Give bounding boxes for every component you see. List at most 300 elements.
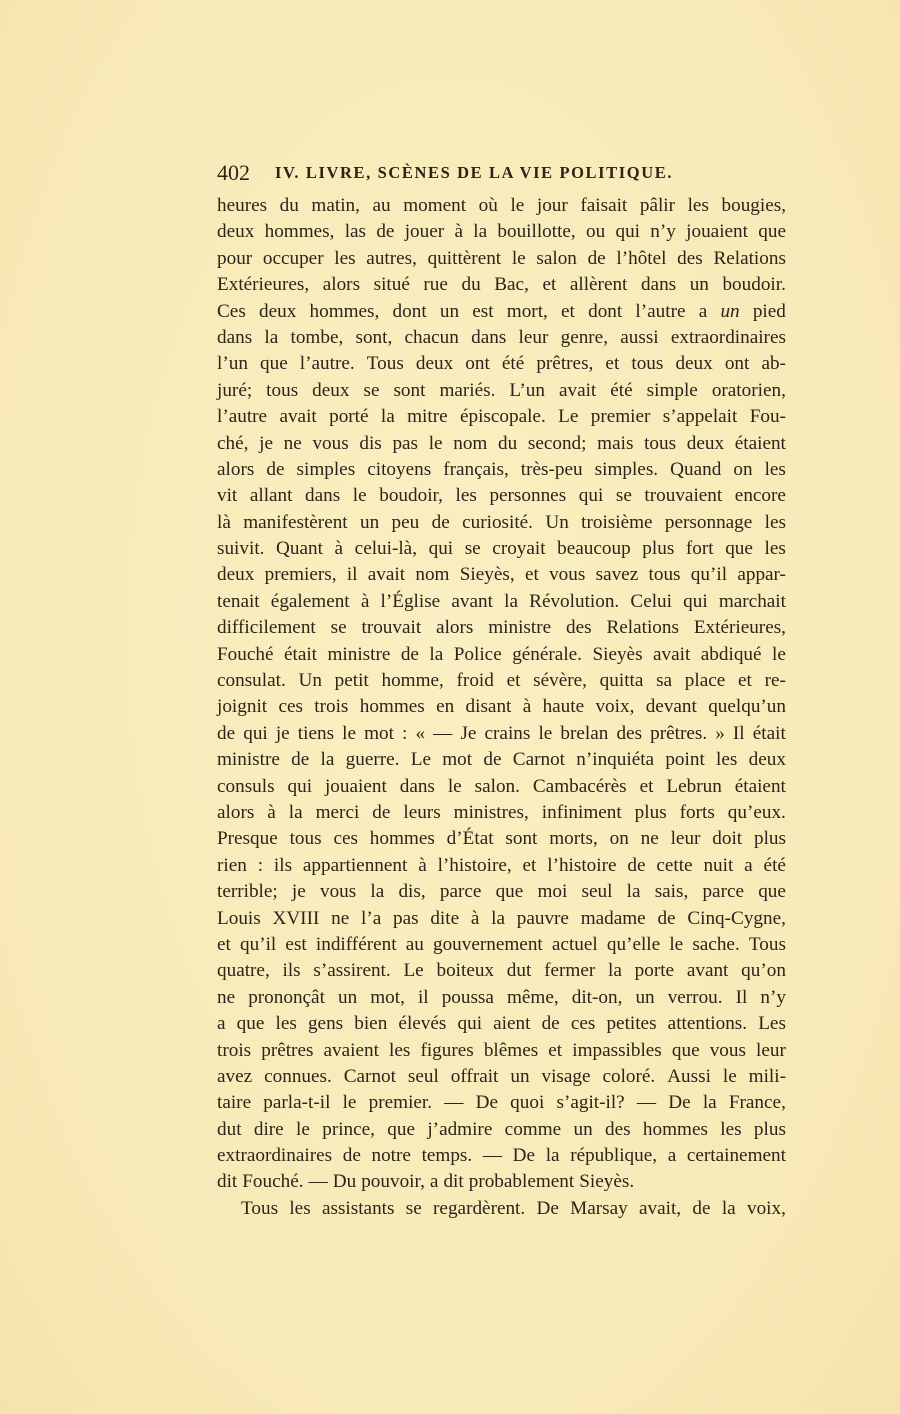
word: croyait [492, 538, 546, 560]
word: mariés. [439, 379, 496, 401]
word: les [687, 195, 709, 216]
word: plus [634, 801, 667, 823]
word: moment [403, 195, 467, 216]
word: très-peu [520, 458, 583, 480]
word: salon [536, 247, 577, 269]
word: il [346, 564, 358, 586]
word: pauvre [516, 907, 569, 929]
word: re- [764, 670, 786, 692]
word: a [698, 300, 708, 322]
word: doit [712, 828, 743, 850]
word: Fou- [749, 406, 786, 428]
word: qu’elle [606, 933, 661, 955]
word: tombe, [290, 326, 344, 348]
word: impassibles [572, 1039, 662, 1061]
word: dans [305, 485, 341, 507]
word: de [657, 907, 676, 929]
word: Un [298, 670, 322, 692]
word: le [342, 722, 356, 744]
word: Je [460, 722, 477, 744]
word: matin, [311, 195, 360, 216]
word: seul [581, 881, 613, 903]
word: sont [505, 828, 538, 850]
word: un [439, 300, 460, 322]
word: prêtres, [536, 353, 594, 375]
word: ces [570, 1013, 596, 1035]
word: même, [506, 986, 559, 1008]
word: générale. [512, 643, 582, 665]
word: pas [392, 907, 419, 929]
word: avant [686, 960, 729, 982]
word: mili- [748, 1065, 786, 1087]
word: dans [640, 274, 677, 296]
text-line [217, 536, 786, 562]
word: disant [465, 696, 512, 718]
word: avait, [639, 1197, 682, 1219]
word: France, [728, 1092, 786, 1114]
text-line [217, 510, 786, 536]
word: porté [329, 406, 369, 428]
word: le [722, 1065, 737, 1087]
word: pas [392, 432, 419, 454]
word: petit [334, 670, 369, 692]
word: pâlir [639, 195, 676, 216]
word: prêtres [261, 1039, 314, 1061]
word: la [504, 590, 518, 612]
word: un [510, 1065, 530, 1087]
text-line [217, 1196, 786, 1222]
word: deux [415, 353, 454, 375]
word: plus [753, 828, 786, 850]
word: temps. [421, 1145, 473, 1167]
word: extraordinaires [217, 1145, 333, 1167]
word: Quand [670, 458, 722, 480]
word: les [289, 1197, 311, 1219]
word: n’inquiéta [576, 749, 655, 771]
word: Bac, [494, 274, 529, 296]
word: Cinq-Cygne, [687, 907, 786, 929]
word: Les [758, 1013, 786, 1035]
word: à [470, 907, 480, 929]
text-line [217, 1064, 786, 1090]
word: le [342, 1092, 357, 1114]
word: l’autre [635, 300, 686, 322]
word: alors [322, 274, 361, 296]
word: — [444, 1092, 464, 1114]
word: le [772, 643, 786, 665]
word: des [605, 1118, 631, 1140]
word: de [400, 643, 419, 665]
word: dit-on, [571, 986, 623, 1008]
word: Il [735, 986, 748, 1008]
word: ne [217, 986, 236, 1008]
word: avaient [323, 1039, 379, 1061]
word: l’histoire, [437, 854, 512, 876]
text-line [217, 351, 786, 377]
word: un [573, 1118, 593, 1140]
word: bouillotte, [497, 221, 576, 243]
word: jour [536, 195, 568, 216]
word: Lebrun [666, 775, 722, 797]
word: un [337, 986, 358, 1008]
word: de [342, 1145, 361, 1167]
word: de [541, 1013, 560, 1035]
word: Ces [217, 300, 246, 322]
word: que [758, 221, 786, 243]
word: il [417, 986, 429, 1008]
word: mitre [407, 406, 448, 428]
word: j’admire [427, 1118, 493, 1140]
word: Carnot [343, 1065, 396, 1087]
text-line [217, 721, 786, 747]
word: je [291, 881, 306, 903]
word: sais, [654, 881, 689, 903]
word: qui [287, 775, 313, 797]
word: Un [545, 511, 569, 533]
word: Fouché [217, 643, 274, 665]
word: que [495, 881, 524, 903]
word: la [721, 1197, 736, 1219]
body-text [217, 193, 786, 1222]
word: qui [578, 485, 604, 507]
word: fort [685, 538, 714, 560]
word: gouvernement [432, 933, 543, 955]
word: de [291, 749, 310, 771]
word: hommes [359, 696, 425, 718]
text-line [217, 906, 786, 932]
word: vit [217, 485, 238, 507]
word: la [491, 907, 505, 929]
word: De [475, 1092, 498, 1114]
word: bien [354, 1013, 388, 1035]
word: premier. [368, 1092, 433, 1114]
word: suivit. [217, 538, 265, 560]
word: pied [752, 300, 786, 322]
word: » [715, 722, 725, 744]
word: à [418, 854, 427, 876]
word: et [506, 670, 521, 692]
word: que [387, 1118, 416, 1140]
word: pour [217, 247, 253, 269]
word: sévère, [533, 670, 587, 692]
word: ministre [217, 749, 280, 771]
word: « [415, 722, 426, 744]
word: plus [642, 538, 675, 560]
word: genre, [560, 326, 609, 348]
word: petites [606, 1013, 657, 1035]
word: — [482, 1145, 503, 1167]
word: la [264, 326, 279, 348]
word: ne [331, 907, 350, 929]
word: le [447, 775, 462, 797]
word: les [455, 485, 477, 507]
word: leur [518, 326, 549, 348]
word: Tous [748, 933, 786, 955]
word: le [538, 722, 553, 744]
word: aussi [620, 326, 659, 348]
word: simples. [594, 458, 659, 480]
text-line [217, 694, 786, 720]
word: hommes, [309, 300, 380, 322]
word: dans [217, 326, 253, 348]
word: hommes [369, 828, 435, 850]
word: quitta [599, 670, 644, 692]
word: a [744, 854, 753, 876]
word: juré; [217, 379, 253, 401]
word: De [512, 1145, 536, 1167]
text-line [217, 853, 786, 879]
word: rue [423, 274, 448, 296]
word: Il [732, 722, 745, 744]
word: plus [753, 1118, 786, 1140]
word: ne [283, 432, 302, 454]
word: quittèrent [427, 247, 502, 269]
word: se [464, 538, 481, 560]
word: dont [588, 300, 623, 322]
text-line [217, 193, 786, 219]
word: d’État [446, 828, 494, 850]
word: hommes, [264, 221, 335, 243]
word: l’hôtel [616, 247, 667, 269]
word: et [548, 1039, 563, 1061]
word: pouvoir, [361, 1171, 425, 1193]
word: à [334, 538, 344, 560]
word: devant [645, 696, 697, 718]
word: : [402, 722, 408, 744]
word: sont [393, 379, 426, 401]
word: deux [217, 221, 255, 243]
word: en [436, 696, 455, 718]
word: n’y [650, 221, 676, 243]
word: avait [558, 379, 597, 401]
word: des [566, 617, 592, 639]
word: sache. [692, 933, 740, 955]
word: mot [364, 722, 394, 744]
word: alors [217, 458, 255, 480]
word: Police [453, 643, 502, 665]
word: qu’il [240, 933, 277, 955]
word: deux [258, 300, 297, 322]
word: étaient [734, 775, 786, 797]
word: s’agit-il? [556, 1092, 625, 1114]
word: crains [484, 722, 531, 744]
italic-word: un [720, 300, 740, 322]
word: dut [217, 1118, 242, 1140]
word: ont [724, 353, 750, 375]
word: de [217, 722, 236, 744]
text-line [217, 272, 786, 298]
word: la [288, 801, 303, 823]
word: ne [640, 828, 659, 850]
word: du [279, 195, 299, 216]
word: est [285, 933, 307, 955]
word: offrait [450, 1065, 499, 1087]
word: Sieyès [592, 643, 643, 665]
text-line [217, 774, 786, 800]
word: la [473, 221, 488, 243]
word: — [636, 1092, 657, 1114]
word: je [259, 432, 273, 454]
word: on [733, 458, 753, 480]
word: Le [410, 749, 431, 771]
word: à [522, 696, 532, 718]
word: assistants [321, 1197, 395, 1219]
word: le [510, 195, 525, 216]
word: de [431, 511, 450, 533]
word: l’un [217, 353, 248, 375]
word: qui [243, 722, 268, 744]
word: alors [217, 801, 255, 823]
word: du [498, 432, 518, 454]
page-number: 402 [217, 160, 250, 185]
text-line [217, 246, 786, 272]
word: place [684, 670, 726, 692]
word: encore [734, 485, 786, 507]
word: est [472, 300, 494, 322]
word: ministres, [453, 801, 529, 823]
word: était [752, 722, 786, 744]
word: la [545, 1145, 560, 1167]
text-line [217, 299, 786, 325]
word: les [764, 458, 786, 480]
word: ministre [327, 643, 391, 665]
word: comme [504, 1118, 562, 1140]
text-line [217, 668, 786, 694]
word: consuls [217, 775, 275, 797]
text-line [217, 219, 786, 245]
word: les [334, 247, 356, 269]
word: le [511, 247, 526, 269]
word: dans [471, 326, 507, 348]
word: froid [456, 670, 494, 692]
word: l’a [360, 907, 382, 929]
word: ché, [217, 432, 249, 454]
word: quelqu’un [708, 696, 786, 718]
word: Le [403, 960, 424, 982]
word: que [260, 353, 288, 375]
word: personnage [664, 511, 753, 533]
word: quatre, [217, 960, 270, 982]
word: appar- [737, 564, 786, 586]
word: premiers, [264, 564, 337, 586]
word: voix, [595, 696, 635, 718]
word: probablement [468, 1171, 575, 1193]
word: l’Église [380, 590, 441, 612]
word: a [217, 1013, 226, 1035]
word: la [702, 1092, 717, 1114]
word: a [667, 1145, 677, 1167]
word: deux [686, 432, 725, 454]
word: Marsay [570, 1197, 628, 1219]
word: tous [644, 432, 677, 454]
word: — [308, 1171, 328, 1193]
word: fermer [544, 960, 596, 982]
word: salon. [474, 775, 520, 797]
word: forts [679, 801, 715, 823]
text-line [217, 562, 786, 588]
word: l’autre [217, 406, 268, 428]
text-line [217, 378, 786, 404]
word: taire [217, 1092, 252, 1114]
word: nuit [703, 854, 734, 876]
word: merci [315, 801, 360, 823]
word: qui [428, 538, 454, 560]
text-line [217, 589, 786, 615]
word: trouvaient [644, 485, 723, 507]
text-line [217, 800, 786, 826]
word: leur [670, 828, 701, 850]
word: deux [217, 564, 255, 586]
word: prince, [322, 1118, 375, 1140]
word: citoyens [367, 458, 432, 480]
word: rien [217, 854, 247, 876]
word: ab- [761, 353, 786, 375]
word: haute [542, 696, 585, 718]
word: parce [439, 881, 482, 903]
word: marchait [718, 590, 786, 612]
word: coloré. [602, 1065, 656, 1087]
word: été [501, 353, 525, 375]
word: deux [748, 749, 786, 771]
word: qu’il [690, 564, 728, 586]
word: — [433, 722, 453, 744]
word: ils [282, 960, 301, 982]
word: Le [558, 406, 579, 428]
word: Tous [241, 1197, 279, 1219]
word: de [483, 749, 502, 771]
word: les [275, 1013, 297, 1035]
word: indifférent [315, 933, 397, 955]
running-title: IV. LIVRE, SCÈNES DE LA VIE POLITIQUE. [275, 163, 674, 182]
word: les [720, 1118, 742, 1140]
word: homme, [381, 670, 444, 692]
word: se [405, 1197, 422, 1219]
word: jouaient [324, 775, 387, 797]
word: tous [648, 564, 681, 586]
word: Révolution. [529, 590, 620, 612]
word: trois [217, 1039, 252, 1061]
text-line [217, 1011, 786, 1037]
word: poussa [441, 986, 494, 1008]
word: de [587, 247, 606, 269]
word: cette [656, 854, 693, 876]
text-line [217, 457, 786, 483]
word: bougies, [721, 195, 786, 216]
word: nom [415, 564, 450, 586]
word: point [665, 749, 705, 771]
word: et [542, 274, 557, 296]
word: tiens [297, 722, 335, 744]
word: et [738, 670, 752, 692]
word: consulat. [217, 670, 286, 692]
word: de [692, 1197, 711, 1219]
word: oratorien, [711, 379, 786, 401]
word: le [296, 1118, 310, 1140]
word: sont, [355, 326, 393, 348]
word: avait [367, 564, 406, 586]
word: république, [570, 1145, 658, 1167]
word: verrou. [667, 986, 723, 1008]
word: terrible; [217, 881, 278, 903]
word: infiniment [541, 801, 622, 823]
word: dit [443, 1171, 464, 1193]
word: prononçât [248, 986, 325, 1008]
text-line [217, 1038, 786, 1064]
text-line [217, 985, 786, 1011]
word: regardèrent. [433, 1197, 526, 1219]
word: vous [312, 432, 349, 454]
word: se [330, 617, 347, 639]
